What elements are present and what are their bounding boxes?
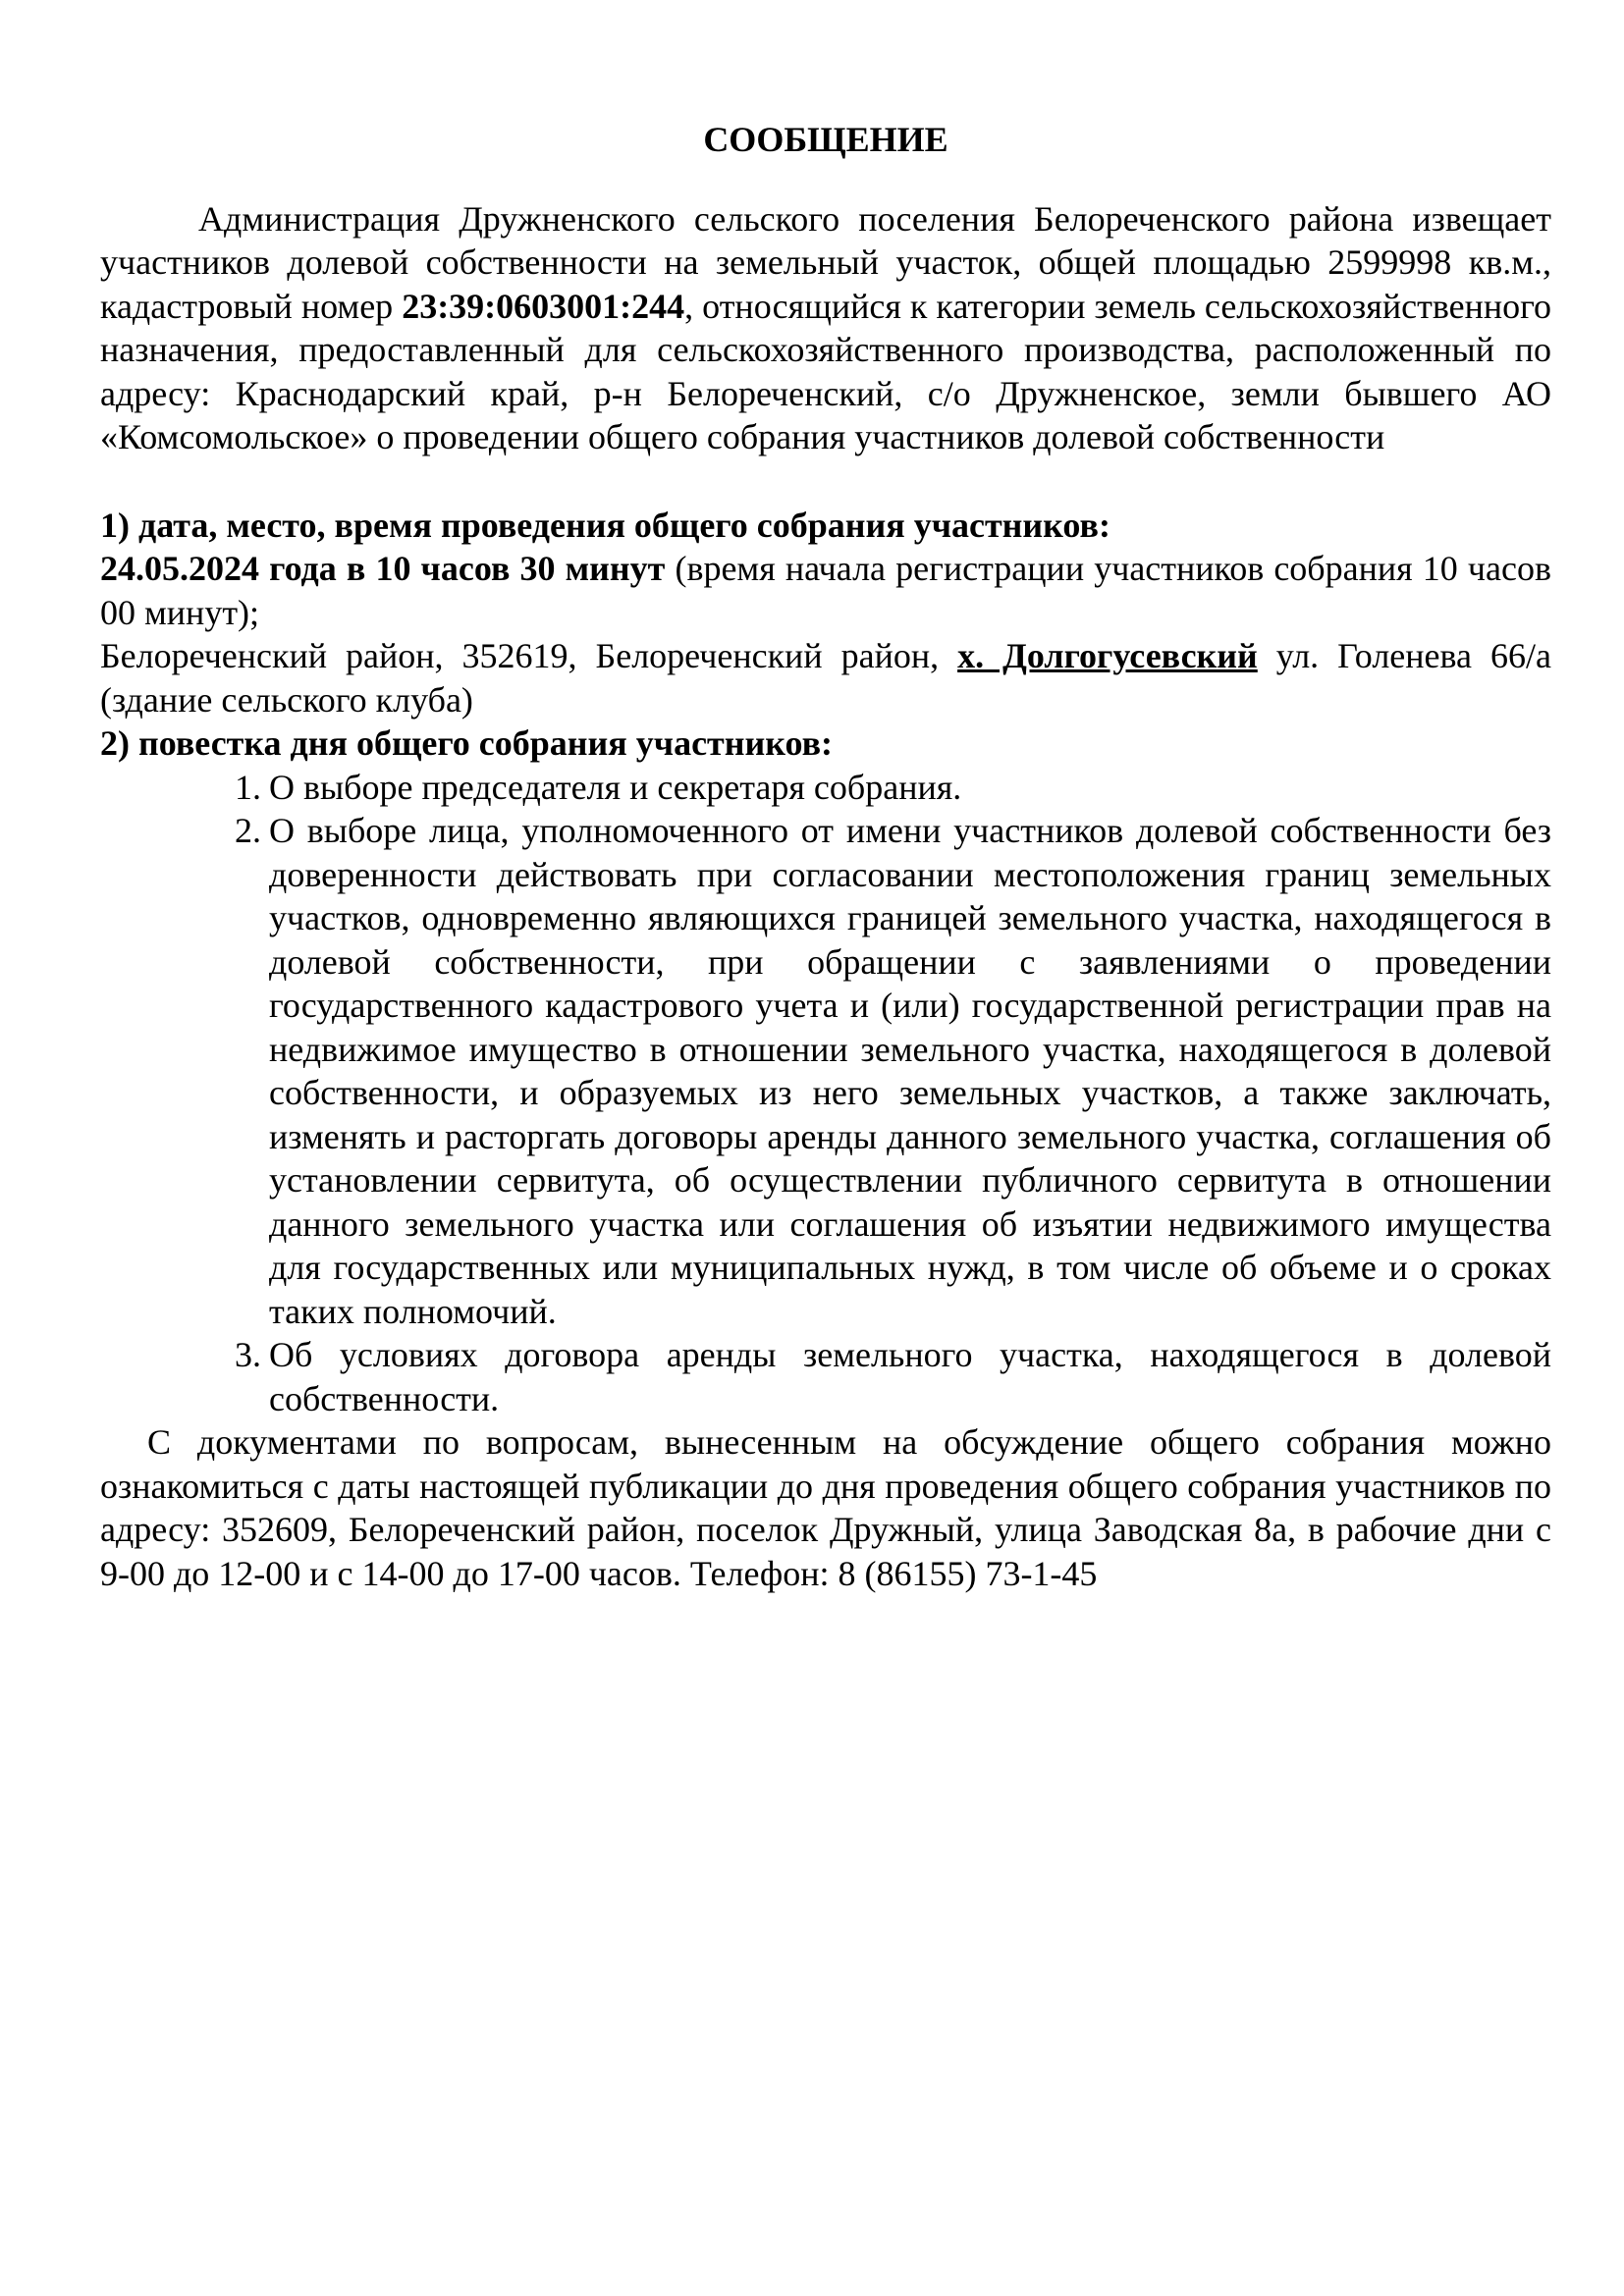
- agenda-item-text: Об условиях договора аренды земельного участка, находящегося в долевой собственности.: [269, 1335, 1551, 1418]
- agenda-item: [235, 809, 1551, 1333]
- intro-paragraph: [100, 197, 1551, 459]
- document-title: СООБЩЕНИЕ: [703, 120, 948, 159]
- meeting-datetime-rest: (время начала регистрации участников собрания 10 часов 00 минут);: [100, 549, 1551, 632]
- agenda-item-number: 3.: [235, 1335, 261, 1374]
- meeting-address: [100, 634, 1551, 721]
- agenda-item: [235, 766, 1551, 810]
- intro-text-end: , относящийся к категории земель сельскохозяйственного назначения, предоставленный для сельскохозяйственного производства, расположенный по адресу: Краснодарский край, р-н Белореченский, с/о Дружненское, земли бывшего АО «Комсомольское» о проведении общего собрания участников долевой собственности: [100, 286, 1551, 456]
- cadastral-number: 23:39:0603001:244: [402, 286, 685, 326]
- document-content: [100, 118, 1551, 1595]
- agenda-item-text: О выборе лица, уполномоченного от имени участников долевой собственности без доверенности действовать при согласовании местоположения границ земельных участков, одновременно являющихся границей земельного участка, находящегося в долевой собственности, при обращении с заявлениями о проведении государственного кадастрового учета и (или) государственной регистрации прав на недвижимое имущество в отношении земельного участка, находящегося в долевой собственности, и образуемых из него земельных участков, а также заключать, изменять и расторгать договоры аренды данного земельного участка, соглашения об установлении сервитута, об осуществлении публичного сервитута в отношении данного земельного участка или соглашения об изъятии недвижимого имущества для государственных или муниципальных нужд, в том числе об объеме и о сроках таких полномочий.: [269, 811, 1551, 1331]
- agenda-item-text: О выборе председателя и секретаря собрания.: [269, 767, 962, 807]
- meeting-datetime-bold: 24.05.2024 года в 10 часов 30 минут: [100, 549, 666, 588]
- intro-text-start: Администрация Дружненского сельского поселения Белореченского района извещает участников долевой собственности на земельный участок, общей площадью 2599998 кв.м., кадастровый номер: [100, 198, 1551, 326]
- meeting-datetime: [100, 547, 1551, 634]
- section2-heading: 2) повестка дня общего собрания участников:: [100, 723, 834, 763]
- agenda-list: [100, 766, 1551, 1421]
- agenda-item-number: 2.: [235, 811, 261, 850]
- closing-paragraph: С документами по вопросам, вынесенным на обсуждение общего собрания можно ознакомиться с даты настоящей публикации до дня проведения общего собрания участников по адресу: 352609, Белореченский район, поселок Дружный, улица Заводская 8а, в рабочие дни с 9-00 до 12-00 и с 14-00 до 17-00 часов. Телефон: 8 (86155) 73-1-45: [100, 1422, 1551, 1593]
- meeting-address-start: Белореченский район, 352619, Белореченский район,: [100, 636, 958, 675]
- agenda-item-number: 1.: [235, 767, 261, 807]
- agenda-item: [235, 1333, 1551, 1420]
- meeting-settlement: х. Долгогусевский: [957, 636, 1258, 675]
- meeting-address-end: ул. Голенева 66/а (здание сельского клуба): [100, 636, 1551, 720]
- section1-heading: 1) дата, место, время проведения общего собрания участников:: [100, 505, 1110, 545]
- spacer: [100, 459, 1551, 504]
